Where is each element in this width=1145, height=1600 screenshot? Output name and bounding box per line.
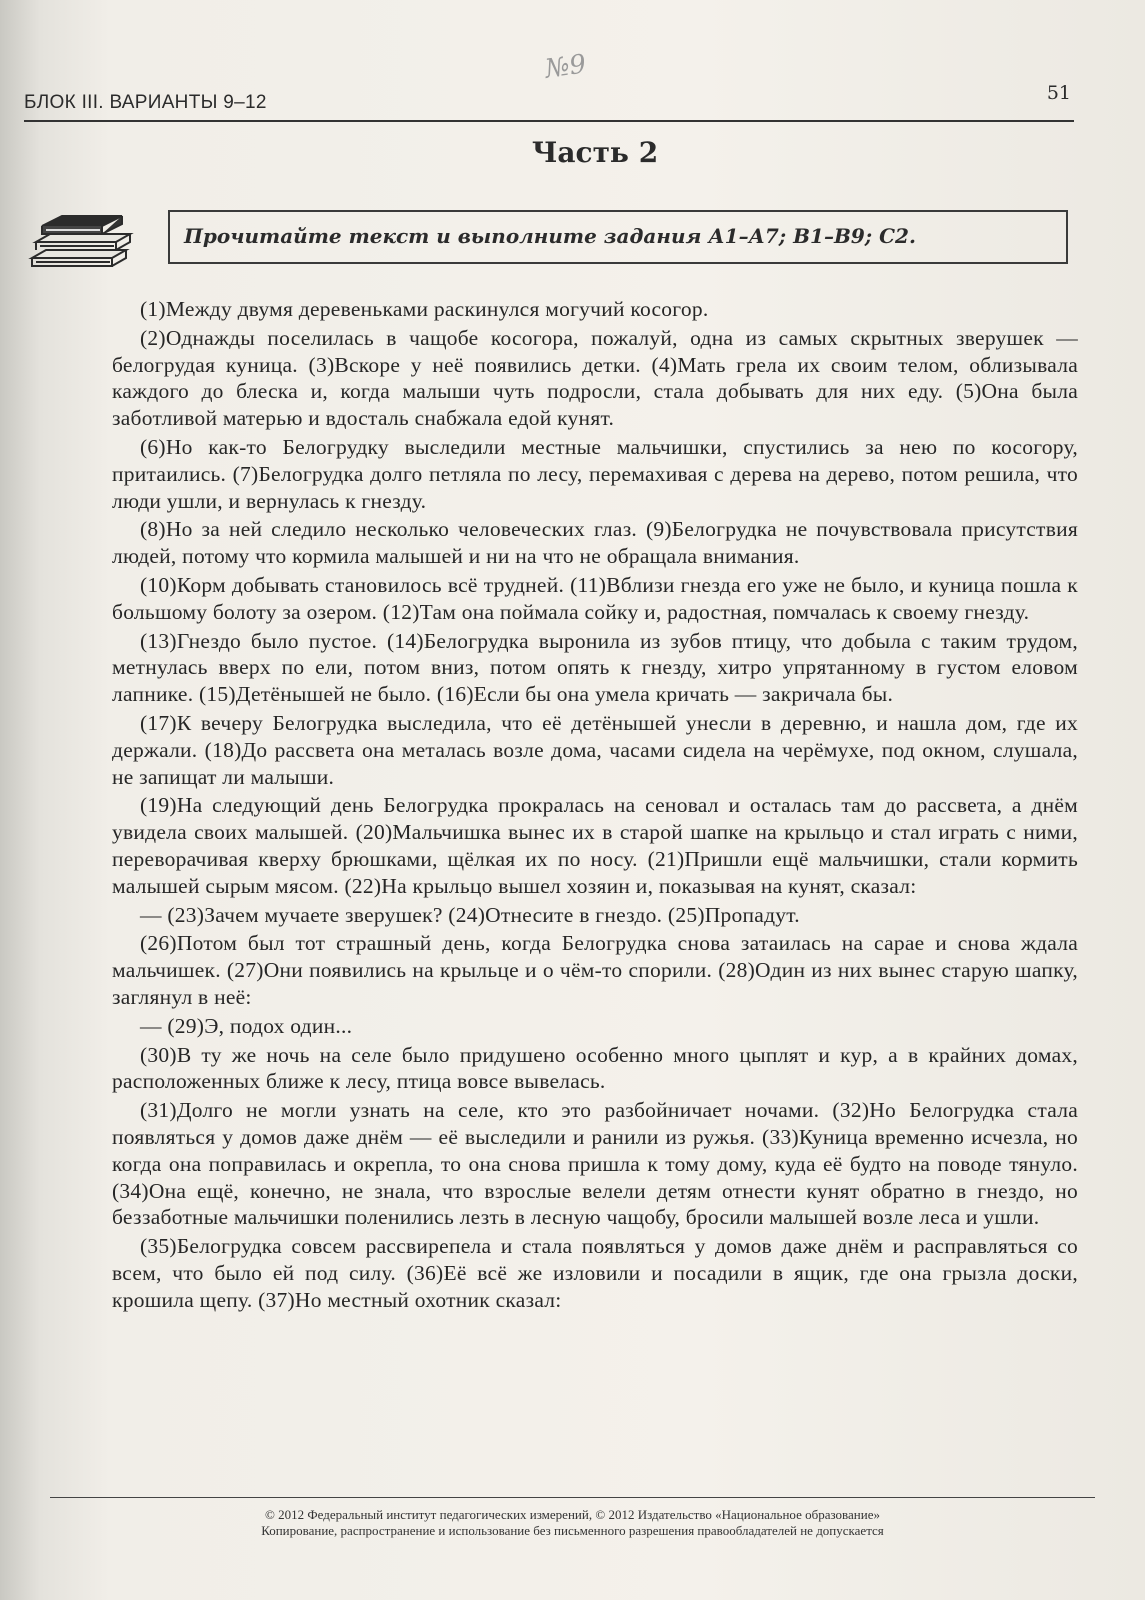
paragraph: (1)Между двумя деревеньками раскинулся могучий косогор. — [140, 297, 709, 321]
paragraph: (31)Долго не могли узнать на селе, кто это разбойничает ночами. (32)Но Белогрудка стала появляться у домов даже днём — её выследили и ранили из ружья. (33)Куница временно исчезла, но когда она поправилась и окрепла, то она снова пришла к тому дому, куда её будто на поводе тянуло. (34)Она ещё, конечно, не знала, что взрослые велели детям отнести кунят обратно в гнездо, но беззаботные мальчишки поленились лезть в лесную чащобу, бросили малышей возле леса и ушли. — [112, 1098, 1078, 1230]
header-divider — [24, 120, 1074, 122]
paragraph: (13)Гнездо было пустое. (14)Белогрудка выронила из зубов птицу, что добыла с таким трудом, метнулась вверх по ели, потом вниз, потом опять к гнезду, хитро упрятанному в густом еловом лапнике. (15)Детёнышей не было. (16)Если бы она умела кричать — закричала бы. — [112, 628, 1078, 707]
paragraph: (17)К вечеру Белогрудка выследила, что её детёнышей унесли в деревню, и нашла дом, где их держали. (18)До рассвета она металась возле дома, часами сидела на черёмухе, под окном, слушала, не запищат ли малыши. — [112, 710, 1078, 789]
running-header: БЛОК III. ВАРИАНТЫ 9–12 — [24, 92, 267, 113]
paragraph: (35)Белогрудка совсем рассвирепела и стала появляться у домов даже днём и расправляться со всем, что было ей под силу. (36)Её всё же изловили и посадили в ящик, где она грызла доски, крошила щепу. (37)Но местный охотник сказал: — [112, 1234, 1078, 1312]
paragraph: (30)В ту же ночь на селе было придушено особенно много цыплят и кур, а в крайних домах, расположенных ближе к лесу, птица вовсе вывелась. — [112, 1042, 1078, 1094]
paragraph: (26)Потом был тот страшный день, когда Белогрудка снова затаилась на сарае и снова ждала мальчишек. (27)Они появились на крыльце и о чём-то спорили. (28)Один из них вынес старую шапку, заглянул в неё: — [112, 931, 1078, 1009]
dialogue-line: — (23)Зачем мучаете зверушек? (24)Отнесите в гнездо. (25)Пропадут. — [140, 902, 800, 927]
paragraph: (2)Однажды поселилась в чащобе косогора, пожалуй, одна из самых скрытных зверушек — белогрудая куница. (3)Вскоре у неё появились детки. (4)Мать грела их своим телом, облизывала каждого до блеска и, когда малыши чуть подросли, стала добывать для них еду. (5)Она была заботливой матерью и вдосталь снабжала едой кунят. — [112, 325, 1078, 431]
page-number: 51 — [1046, 82, 1071, 104]
handwritten-note: №9 — [543, 49, 589, 85]
paragraph: (19)На следующий день Белогрудка прокралась на сеновал и осталась там до рассвета, а днём увидела своих малышей. (20)Мальчишка вынес их в старой шапке на крыльцо и стал играть с ними, переворачивая кверху брюшками, щёлкая их по носу. (21)Пришли ещё мальчишки, стали кормить малышей сырым мясом. (22)На крыльцо вышел хозяин и, показывая на кунят, сказал: — [112, 793, 1078, 898]
paragraph: (10)Корм добывать становилось всё трудней. (11)Вблизи гнезда его уже не было, и куница пошла к большому болоту за озером. (12)Там она поймала сойку и, радостная, помчалась к своему гнезду. — [112, 572, 1078, 624]
reading-text — [112, 296, 1078, 1315]
instruction-box — [168, 210, 1068, 264]
part-title: Часть 2 — [531, 136, 659, 169]
paragraph: (8)Но за ней следило несколько человеческих глаз. (9)Белогрудка не почувствовала присутствия людей, потому что кормила малышей и ни на что не обращала внимания. — [112, 517, 1078, 569]
copyright-notice: Копирование, распространение и использование без письменного разрешения правообладателей не допускается — [261, 1523, 884, 1538]
dialogue-line: — (29)Э, подох один... — [140, 1013, 353, 1038]
instruction-text: Прочитайте текст и выполните задания А1–А7; В1–В9; С2. — [184, 224, 916, 248]
footer-divider — [50, 1497, 1095, 1498]
copyright-line: © 2012 Федеральный институт педагогических измерений, © 2012 Издательство «Национальное образование» — [265, 1507, 880, 1522]
paragraph: (6)Но как-то Белогрудку выследили местные мальчишки, спустились за нею по косогору, притаились. (7)Белогрудка долго петляла по лесу, перемахивая с дерева на дерево, потом решила, что люди ушли, и вернулась к гнезду. — [112, 434, 1078, 513]
footer — [0, 1507, 1145, 1539]
books-stack-icon — [26, 196, 138, 270]
